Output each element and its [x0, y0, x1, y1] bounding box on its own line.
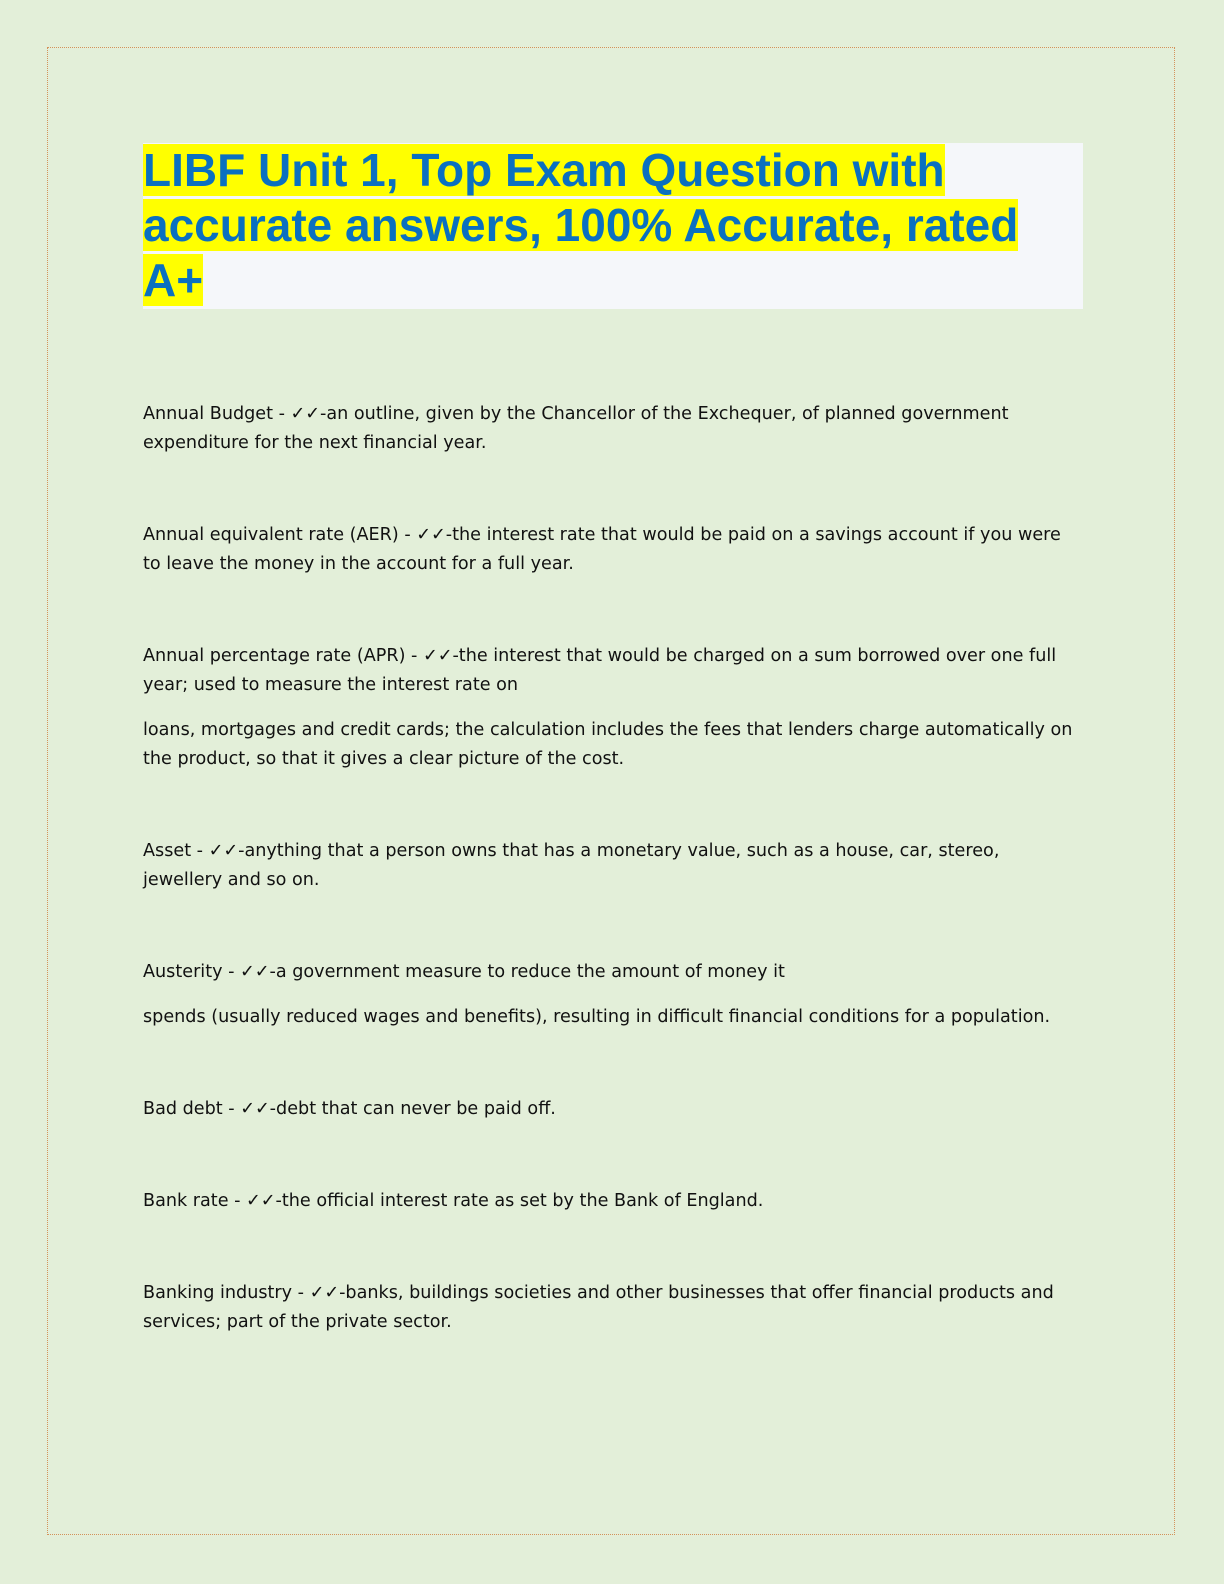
glossary-entry — [143, 521, 1083, 579]
entry-paragraph: Austerity - ✓✓-a government measure to reduce the amount of money it — [143, 962, 785, 982]
entry-paragraph: Asset - ✓✓-anything that a person owns that has a monetary value, such as a house, car, stereo, jewellery and so on. — [143, 841, 1000, 890]
document-title — [143, 143, 1083, 308]
document-title-text: LIBF Unit 1, Top Exam Question with accurate answers, 100% Accurate, rated A+ — [143, 144, 1019, 306]
entry-paragraph: Bad debt - ✓✓-debt that can never be paid off. — [143, 1099, 556, 1119]
entry-paragraph: loans, mortgages and credit cards; the calculation includes the fees that lenders charge automatically on the product, so that it gives a clear picture of the cost. — [143, 720, 1073, 769]
glossary-entry — [143, 958, 1083, 1032]
glossary-entry — [143, 400, 1083, 458]
glossary-entries — [143, 400, 1083, 1337]
glossary-entry — [143, 1187, 1083, 1216]
glossary-entry — [143, 1279, 1083, 1337]
entry-paragraph: Annual equivalent rate (AER) - ✓✓-the interest rate that would be paid on a savings account if you were to leave the money in the account for a full year. — [143, 525, 1061, 574]
entry-paragraph: Annual Budget - ✓✓-an outline, given by the Chancellor of the Exchequer, of planned government expenditure for the next financial year. — [143, 404, 1009, 453]
entry-paragraph: Annual percentage rate (APR) - ✓✓-the interest that would be charged on a sum borrowed over one full year; used to measure the interest rate on — [143, 646, 1057, 695]
glossary-entry — [143, 837, 1083, 895]
glossary-entry — [143, 642, 1083, 774]
entry-paragraph: spends (usually reduced wages and benefits), resulting in difficult financial conditions for a population. — [143, 1007, 1051, 1027]
glossary-entry — [143, 1095, 1083, 1124]
title-block — [143, 143, 1083, 309]
entry-paragraph: Bank rate - ✓✓-the official interest rate as set by the Bank of England. — [143, 1191, 764, 1211]
entry-paragraph: Banking industry - ✓✓-banks, buildings societies and other businesses that offer financial products and services; part of the private sector. — [143, 1283, 1054, 1332]
